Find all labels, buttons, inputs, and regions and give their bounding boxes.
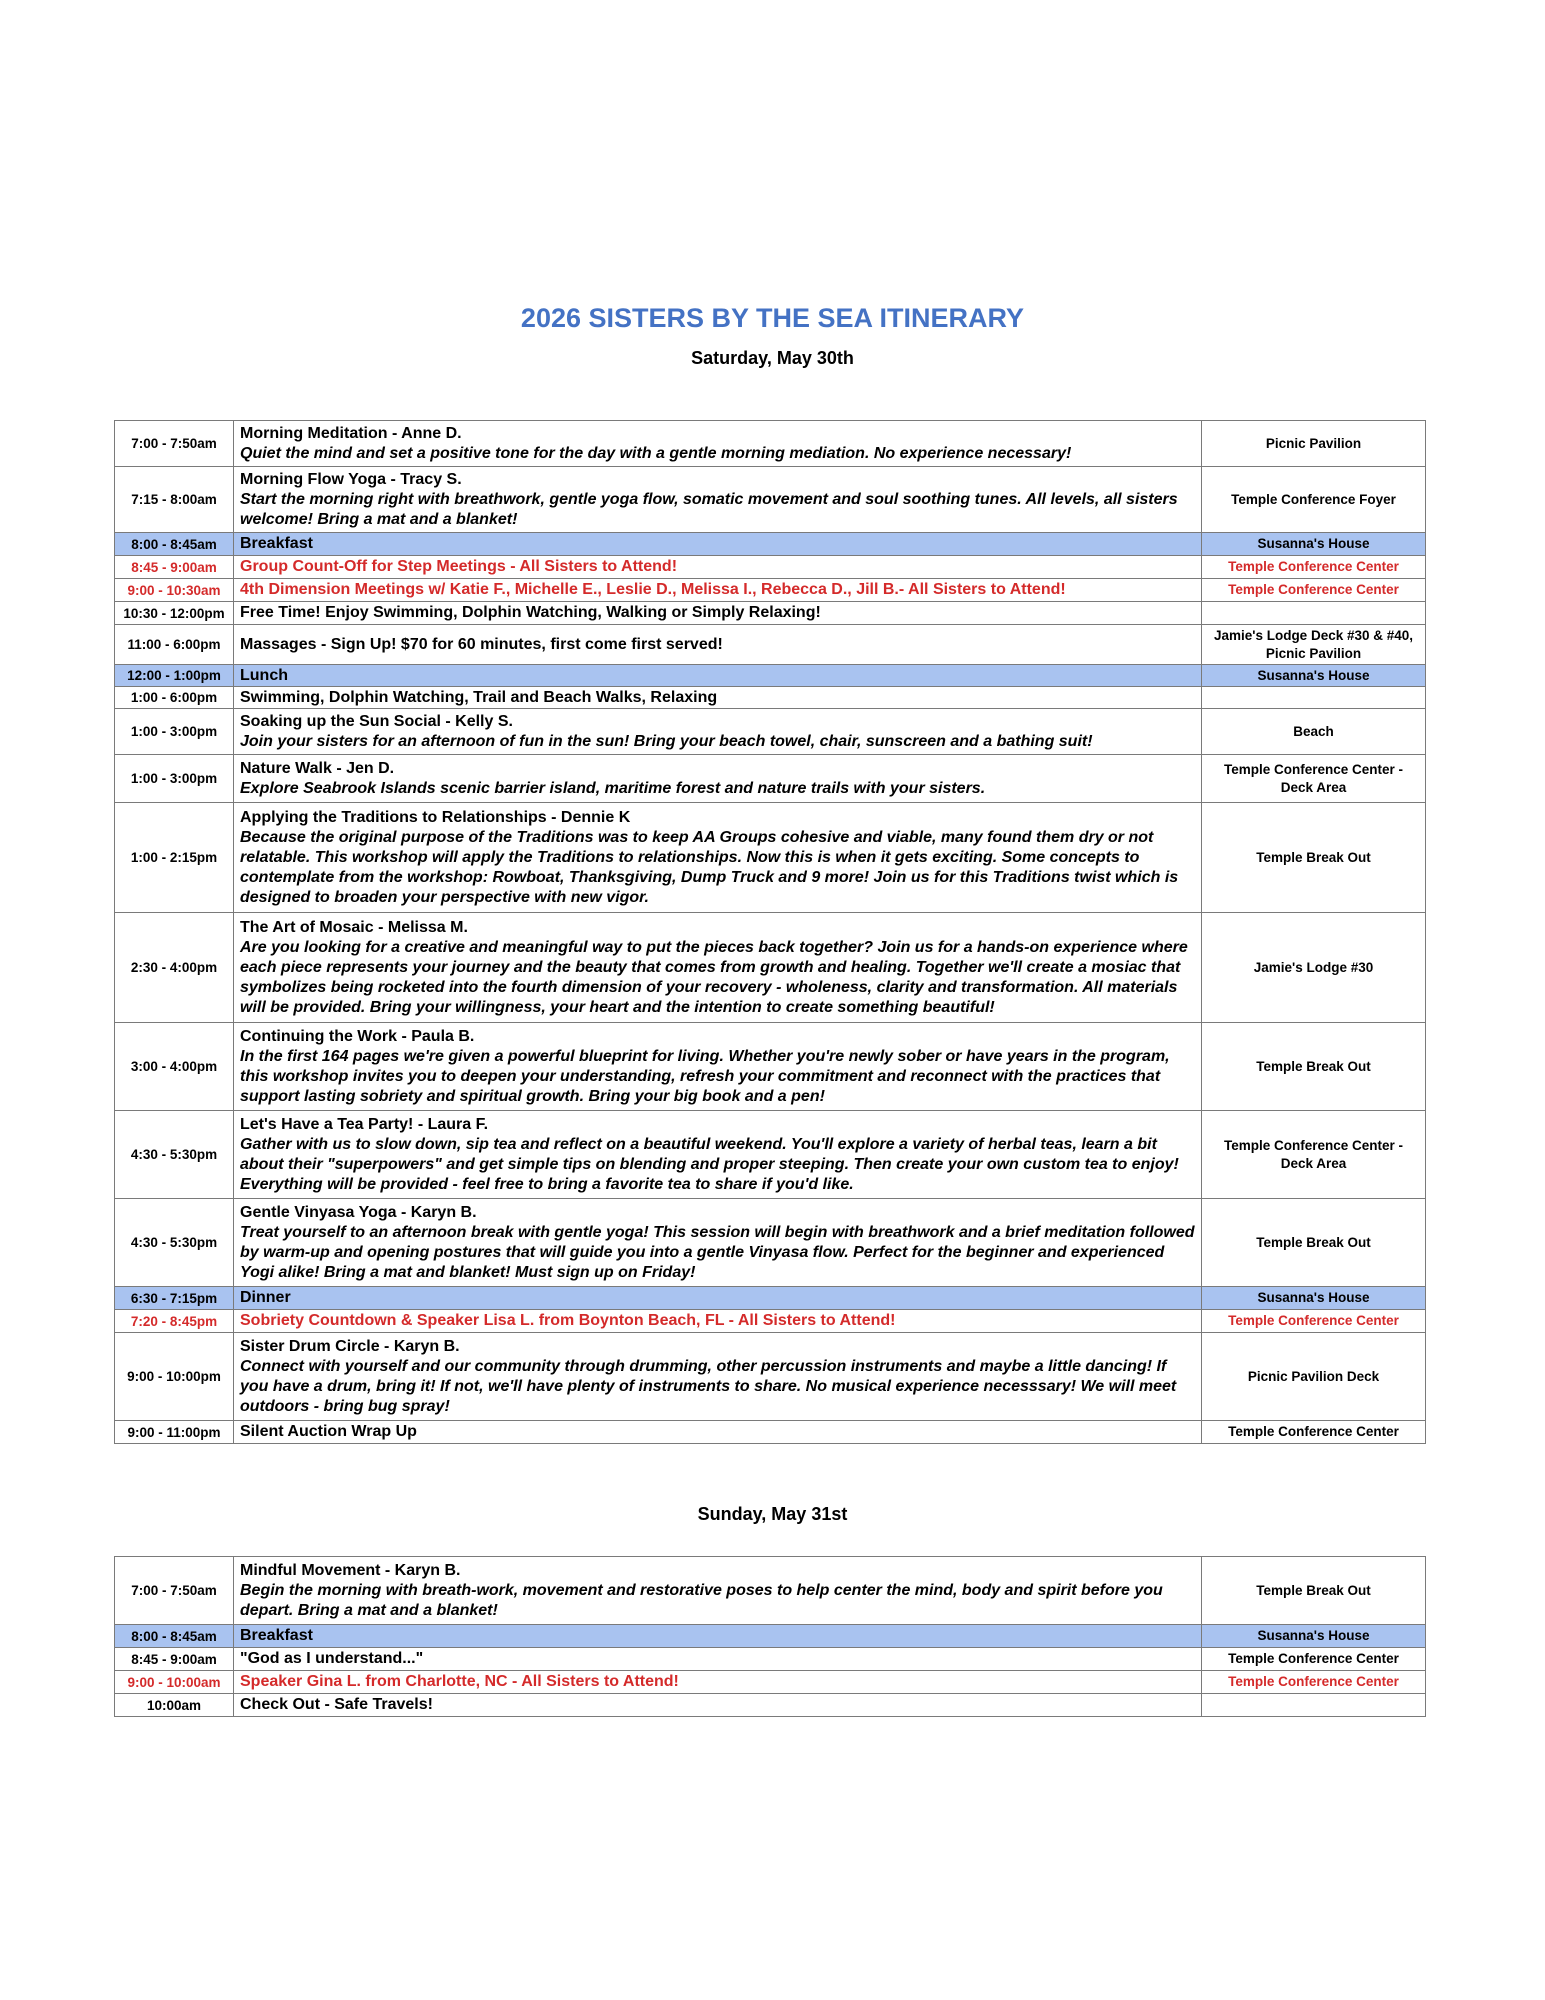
day-heading-saturday: Saturday, May 30th [691, 348, 854, 368]
activity-description: Quiet the mind and set a positive tone for the day with a gentle morning mediation. No experience necessary! [240, 444, 1072, 462]
table-row [115, 467, 1426, 533]
table-row [115, 579, 1426, 602]
activity-name: Breakfast [240, 535, 313, 552]
time-cell: 1:00 - 2:15pm [115, 803, 234, 913]
saturday-schedule-table [114, 420, 1426, 1444]
activity-description: Connect with yourself and our community through drumming, other percussion instruments and maybe a little dancing! If you have a drum, bring it! If not, we'll have plenty of instruments to share. No musical experience necesssary! We will meet outdoors - bring bug spray! [240, 1357, 1177, 1415]
time-cell: 9:00 - 10:00am [115, 1671, 234, 1694]
time-cell: 2:30 - 4:00pm [115, 913, 234, 1023]
location-cell: Jamie's Lodge Deck #30 & #40, Picnic Pavilion [1202, 625, 1426, 665]
time-cell: 9:00 - 10:30am [115, 579, 234, 602]
time-cell: 10:30 - 12:00pm [115, 602, 234, 625]
time-cell: 7:00 - 7:50am [115, 421, 234, 467]
activity-cell: Silent Auction Wrap Up [234, 1421, 1202, 1444]
activity-name: Morning Flow Yoga - Tracy S. [240, 470, 462, 488]
table-row [115, 1310, 1426, 1333]
activity-description: Treat yourself to an afternoon break with gentle yoga! This session will begin with breathwork and a brief meditation followed by warm-up and opening postures that will guide you into a gentle Vinyasa flow. Perfect for the beginner and experienced Yogi alike! Bring a mat and blanket! Must sign up on Friday! [240, 1223, 1195, 1281]
table-row [115, 665, 1426, 687]
table-row [115, 755, 1426, 803]
activity-cell [234, 421, 1202, 467]
activity-cell [234, 709, 1202, 755]
activity-cell: 4th Dimension Meetings w/ Katie F., Michelle E., Leslie D., Melissa I., Rebecca D., Jill B.- All Sisters to Attend! [234, 579, 1202, 602]
time-cell: 9:00 - 11:00pm [115, 1421, 234, 1444]
location-cell [1202, 1694, 1426, 1717]
location-cell: Jamie's Lodge #30 [1202, 913, 1426, 1023]
time-cell: 7:15 - 8:00am [115, 467, 234, 533]
time-cell: 8:45 - 9:00am [115, 1648, 234, 1671]
time-cell: 1:00 - 6:00pm [115, 687, 234, 709]
table-row [115, 1694, 1426, 1717]
activity-name: Mindful Movement - Karyn B. [240, 1561, 461, 1579]
location-cell: Temple Conference Center [1202, 1648, 1426, 1671]
activity-name: Continuing the Work - Paula B. [240, 1027, 475, 1045]
table-row [115, 1199, 1426, 1287]
location-cell: Temple Conference Center - Deck Area [1202, 755, 1426, 803]
time-cell: 11:00 - 6:00pm [115, 625, 234, 665]
location-cell: Temple Conference Center [1202, 1421, 1426, 1444]
activity-cell: "God as I understand..." [234, 1648, 1202, 1671]
activity-name: Gentle Vinyasa Yoga - Karyn B. [240, 1203, 477, 1221]
table-row [115, 1557, 1426, 1625]
time-cell: 12:00 - 1:00pm [115, 665, 234, 687]
table-row [115, 1023, 1426, 1111]
activity-name: Applying the Traditions to Relationships - Dennie K [240, 808, 631, 826]
location-cell: Temple Conference Center [1202, 1671, 1426, 1694]
activity-description: Join your sisters for an afternoon of fun in the sun! Bring your beach towel, chair, sunscreen and a bathing suit! [240, 732, 1093, 750]
location-cell: Temple Break Out [1202, 1023, 1426, 1111]
table-row [115, 913, 1426, 1023]
activity-name: Morning Meditation - Anne D. [240, 424, 462, 442]
activity-cell [234, 755, 1202, 803]
table-row [115, 421, 1426, 467]
activity-cell [234, 1287, 1202, 1310]
time-cell: 1:00 - 3:00pm [115, 709, 234, 755]
activity-cell [234, 1199, 1202, 1287]
table-row [115, 1111, 1426, 1199]
time-cell: 8:00 - 8:45am [115, 533, 234, 556]
activity-cell [234, 1333, 1202, 1421]
location-cell: Temple Conference Center - Deck Area [1202, 1111, 1426, 1199]
activity-cell [234, 533, 1202, 556]
activity-name: Nature Walk - Jen D. [240, 759, 395, 777]
table-row [115, 533, 1426, 556]
sunday-schedule-table [114, 1556, 1426, 1717]
activity-name: Sister Drum Circle - Karyn B. [240, 1337, 460, 1355]
activity-description: Begin the morning with breath-work, movement and restorative poses to help center the mind, body and spirit before you depart. Bring a mat and a blanket! [240, 1581, 1163, 1619]
activity-description: Start the morning right with breathwork, gentle yoga flow, somatic movement and soul soothing tunes. All levels, all sisters welcome! Bring a mat and a blanket! [240, 490, 1178, 528]
time-cell: 4:30 - 5:30pm [115, 1199, 234, 1287]
table-row [115, 709, 1426, 755]
location-cell: Temple Break Out [1202, 1557, 1426, 1625]
location-cell: Susanna's House [1202, 533, 1426, 556]
time-cell: 7:20 - 8:45pm [115, 1310, 234, 1333]
location-cell: Beach [1202, 709, 1426, 755]
activity-name: Soaking up the Sun Social - Kelly S. [240, 712, 513, 730]
activity-cell [234, 1625, 1202, 1648]
activity-cell: Group Count-Off for Step Meetings - All Sisters to Attend! [234, 556, 1202, 579]
activity-description: Because the original purpose of the Traditions was to keep AA Groups cohesive and viable, many found them dry or not relatable. This workshop will apply the Traditions to relationships. Now this is when it gets exciting. Some concepts to contemplate from the workshop: Rowboat, Thanksgiving, Dump Truck and 9 more! Join us for this Traditions twist which is designed to broaden your perspective with new vigor. [240, 828, 1179, 906]
table-row [115, 687, 1426, 709]
time-cell: 1:00 - 3:00pm [115, 755, 234, 803]
activity-cell [234, 1023, 1202, 1111]
table-row [115, 602, 1426, 625]
table-row [115, 1287, 1426, 1310]
activity-cell [234, 467, 1202, 533]
time-cell: 8:45 - 9:00am [115, 556, 234, 579]
activity-cell [234, 1557, 1202, 1625]
activity-name: Lunch [240, 666, 288, 684]
activity-description: Are you looking for a creative and meaningful way to put the pieces back together? Join us for a hands-on experience where each piece represents your journey and the beauty that comes from growth and healing. Together we'll create a mosiac that symbolizes being rocketed into the fourth dimension of your recovery - wholeness, clarity and transformation. All materials will be provided. Bring your willingness, your heart and the intention to create something beautiful! [240, 938, 1188, 1016]
location-cell: Temple Conference Center [1202, 556, 1426, 579]
location-cell: Susanna's House [1202, 1625, 1426, 1648]
location-cell [1202, 687, 1426, 709]
time-cell: 8:00 - 8:45am [115, 1625, 234, 1648]
activity-description: In the first 164 pages we're given a powerful blueprint for living. Whether you're newly sober or have years in the program, this workshop invites you to deepen your understanding, refresh your commitment and reconnect with the practices that support lasting sobriety and spiritual growth. Bring your big book and a pen! [240, 1047, 1170, 1105]
table-row [115, 1671, 1426, 1694]
activity-name: Let's Have a Tea Party! - Laura F. [240, 1115, 489, 1133]
table-row [115, 1648, 1426, 1671]
day-heading-sunday: Sunday, May 31st [697, 1504, 848, 1524]
location-cell: Susanna's House [1202, 1287, 1426, 1310]
activity-description: Gather with us to slow down, sip tea and reflect on a beautiful weekend. You'll explore a variety of herbal teas, learn a bit about their "superpowers" and get simple tips on blending and proper steeping. Then create your own custom tea to enjoy! Everything will be provided - feel free to bring a favorite tea to share if you'd like. [240, 1135, 1179, 1193]
time-cell: 6:30 - 7:15pm [115, 1287, 234, 1310]
table-row [115, 1333, 1426, 1421]
location-cell: Temple Conference Foyer [1202, 467, 1426, 533]
table-row [115, 556, 1426, 579]
location-cell: Susanna's House [1202, 665, 1426, 687]
activity-description: Explore Seabrook Islands scenic barrier island, maritime forest and nature trails with your sisters. [240, 779, 986, 797]
activity-cell: Speaker Gina L. from Charlotte, NC - All Sisters to Attend! [234, 1671, 1202, 1694]
time-cell: 10:00am [115, 1694, 234, 1717]
activity-name: Dinner [240, 1289, 291, 1306]
table-row [115, 1625, 1426, 1648]
time-cell: 7:00 - 7:50am [115, 1557, 234, 1625]
activity-cell [234, 803, 1202, 913]
location-cell: Temple Break Out [1202, 803, 1426, 913]
activity-cell: Check Out - Safe Travels! [234, 1694, 1202, 1717]
table-row [115, 1421, 1426, 1444]
table-row [115, 803, 1426, 913]
activity-name: Breakfast [240, 1627, 313, 1644]
activity-cell: Free Time! Enjoy Swimming, Dolphin Watching, Walking or Simply Relaxing! [234, 602, 1202, 625]
page-title: 2026 SISTERS BY THE SEA ITINERARY [520, 303, 1025, 333]
location-cell [1202, 602, 1426, 625]
table-row [115, 625, 1426, 665]
activity-cell: Swimming, Dolphin Watching, Trail and Beach Walks, Relaxing [234, 687, 1202, 709]
activity-cell: Sobriety Countdown & Speaker Lisa L. from Boynton Beach, FL - All Sisters to Attend! [234, 1310, 1202, 1333]
location-cell: Picnic Pavilion [1202, 421, 1426, 467]
activity-cell: Massages - Sign Up! $70 for 60 minutes, first come first served! [234, 625, 1202, 665]
activity-cell [234, 1111, 1202, 1199]
activity-name: The Art of Mosaic - Melissa M. [240, 918, 468, 936]
location-cell: Temple Conference Center [1202, 579, 1426, 602]
time-cell: 4:30 - 5:30pm [115, 1111, 234, 1199]
activity-cell [234, 665, 1202, 687]
activity-cell [234, 913, 1202, 1023]
time-cell: 9:00 - 10:00pm [115, 1333, 234, 1421]
time-cell: 3:00 - 4:00pm [115, 1023, 234, 1111]
location-cell: Picnic Pavilion Deck [1202, 1333, 1426, 1421]
location-cell: Temple Break Out [1202, 1199, 1426, 1287]
location-cell: Temple Conference Center [1202, 1310, 1426, 1333]
